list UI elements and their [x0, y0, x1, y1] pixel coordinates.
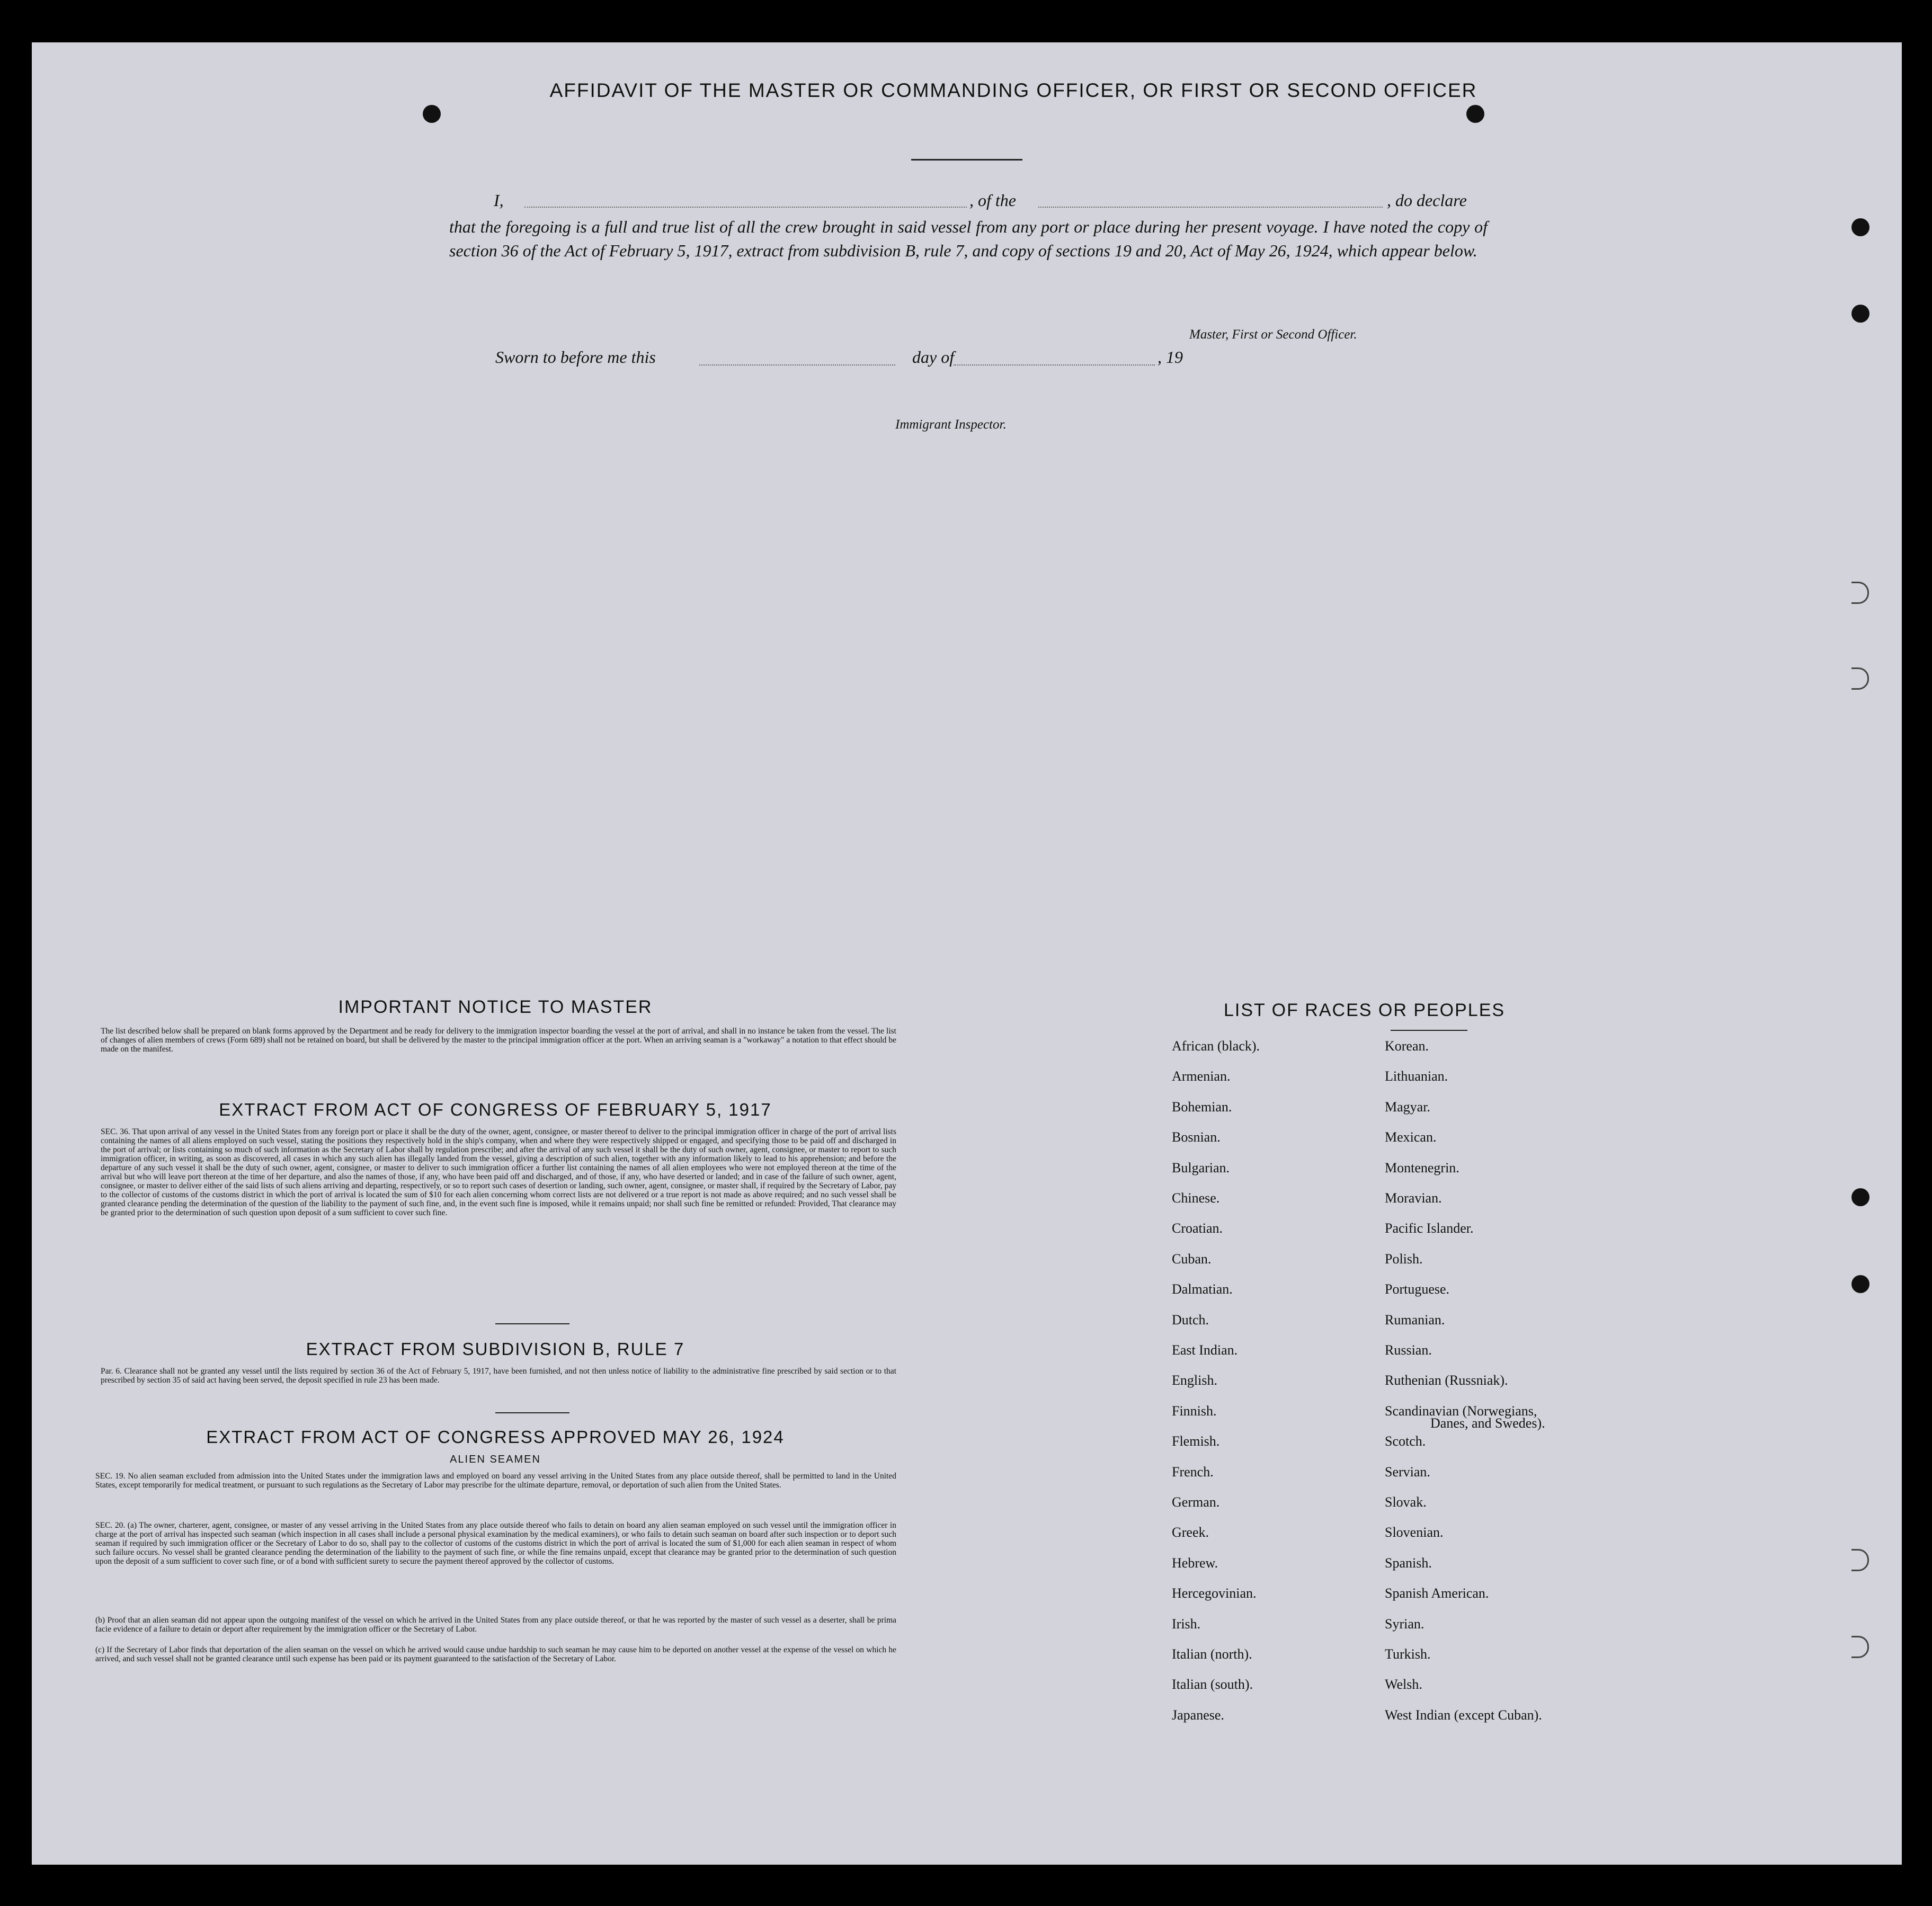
affidavit-body: that the foregoing is a full and true list of all the crew brought in said vessel from any port or place during her present voyage. I have noted the copy of section 36 of the Act of February 5, 1917, extract from subdivision B, rule 7, and copy of sections 19 and 20, Act of May 26, 1924, which appear below. [449, 217, 1488, 260]
race-item: Croatian. [1172, 1221, 1223, 1236]
officer-signature-label: Master, First or Second Officer. [1189, 327, 1357, 342]
race-item: Spanish American. [1385, 1586, 1489, 1601]
race-item: Moravian. [1385, 1190, 1442, 1206]
race-item: Pacific Islander. [1385, 1221, 1474, 1236]
race-item: Polish. [1385, 1251, 1423, 1267]
race-item: Hebrew. [1172, 1555, 1218, 1571]
race-item: Chinese. [1172, 1190, 1220, 1206]
race-item: Korean. [1385, 1038, 1429, 1054]
race-item: Servian. [1385, 1464, 1430, 1480]
races-underline [1391, 1030, 1467, 1031]
race-item: Japanese. [1172, 1707, 1224, 1723]
race-item: Slovak. [1385, 1494, 1427, 1510]
race-item: Slovenian. [1385, 1525, 1444, 1540]
race-item: Bohemian. [1172, 1099, 1232, 1115]
punch-hole [1466, 105, 1484, 123]
extract-1924-title: EXTRACT FROM ACT OF CONGRESS APPROVED MAY 26, 1924 [206, 1427, 785, 1447]
year-label: , 19 [1158, 348, 1183, 367]
vessel-line[interactable] [1038, 207, 1383, 208]
race-item: Syrian. [1385, 1616, 1424, 1632]
race-item: Welsh. [1385, 1677, 1422, 1693]
notice-text: The list described below shall be prepared on blank forms approved by the Department and be ready for delivery to the immigration inspector boarding the vessel at the port of arrival, and shall in no instance be taken from the vessel. The list of changes of alien members of crews (Form 689) shall not be retained on board, but shall be delivered by the master to the principal immigration officer at the port. When an arriving seaman is a "workaway" a notation to that effect should be made on the manifest. [101, 1027, 896, 1054]
race-item: Irish. [1172, 1616, 1201, 1632]
punch-hole [1851, 218, 1869, 236]
race-item: Italian (south). [1172, 1677, 1253, 1693]
divider [495, 1412, 569, 1413]
race-item: Dutch. [1172, 1312, 1209, 1328]
race-item: Rumanian. [1385, 1312, 1445, 1328]
race-item: Ruthenian (Russniak). [1385, 1373, 1508, 1388]
form-page [32, 42, 1902, 1865]
race-item: Dalmatian. [1172, 1281, 1233, 1297]
affidavit-title: AFFIDAVIT OF THE MASTER OR COMMANDING OFFICER, OR FIRST OR SECOND OFFICER [549, 79, 1477, 101]
rule7-title: EXTRACT FROM SUBDIVISION B, RULE 7 [306, 1339, 685, 1359]
race-item: Montenegrin. [1385, 1160, 1459, 1175]
race-item: Flemish. [1172, 1433, 1220, 1449]
punch-hole [423, 105, 441, 123]
race-item: Scotch. [1385, 1433, 1426, 1449]
month-line[interactable] [954, 364, 1155, 366]
race-item: Bulgarian. [1172, 1160, 1230, 1175]
race-item: English. [1172, 1373, 1217, 1388]
i-label: I, [494, 191, 504, 210]
punch-hole [1851, 305, 1869, 323]
race-item: Finnish. [1172, 1403, 1217, 1419]
race-item: African (black). [1172, 1038, 1260, 1054]
punch-hole [1851, 1188, 1869, 1206]
title-underline [911, 159, 1022, 161]
sworn-label: Sworn to before me this [495, 348, 656, 367]
inspector-signature-label: Immigrant Inspector. [895, 417, 1007, 432]
race-item: French. [1172, 1464, 1214, 1480]
sec20a-text: SEC. 20. (a) The owner, charterer, agent, consignee, or master of any vessel arriving in the United States from any place outside thereof who fails to detain on board any alien seaman employed on such vessel until the immigration officer in charge at the port of arrival has inspected such seaman (which inspection in all cases shall include a personal physical examination by the medical examiners), or who fails to detain such seaman on board after such inspection or to deport such seaman if required by such immigration officer or the Secretary of Labor to do so, shall pay to the collector of customs of the customs district in which the port of arrival is located the sum of $1,000 for each alien seaman in respect of whom such failure occurs. No vessel shall be granted clearance pending the determination of the liability to the payment of such fine, or while the fine remains unpaid, except that clearance may be granted prior to the determination of such question upon the deposit of a sum sufficient to cover such fine, or of a bond with sufficient surety to secure the payment thereof approved by the collector of customs. [95, 1521, 896, 1566]
race-item: Hercegovinian. [1172, 1586, 1257, 1601]
extract-1917-title: EXTRACT FROM ACT OF CONGRESS OF FEBRUARY 5, 1917 [219, 1100, 772, 1119]
name-line[interactable] [524, 207, 967, 208]
of-the-label: , of the [969, 191, 1016, 210]
race-item: Magyar. [1385, 1099, 1430, 1115]
rule7-text: Par. 6. Clearance shall not be granted any vessel until the lists required by section 36 of the Act of February 5, 1917, have been furnished, and not then unless notice of liability to the administrative fine prescribed by said section or to that prescribed by section 35 of said act having been served, the deposit specified in rule 23 has been made. [101, 1367, 896, 1385]
do-declare-label: , do declare [1387, 191, 1467, 210]
extract-1917-text: SEC. 36. That upon arrival of any vessel in the United States from any foreign port or place it shall be the duty of the owner, agent, consignee, or master thereof to deliver to the principal immigration officer in charge of the port of arrival lists containing the names of all aliens employed on such vessel, stating the positions they respectively hold in the ship's company, when and where they were respectively shipped or engaged, and specifying those to be paid off and discharged in the port of arrival; or lists containing so much of such information as the Secretary of Labor shall by regulation prescribe; and after the arrival of any such vessel it shall be the duty of such owner, agent, consignee, or master to report to such immigration officer, in writing, as soon as discovered, all cases in which any such alien has illegally landed from the vessel, giving a description of such alien, together with any information likely to lead to his apprehension; and before the departure of any such vessel it shall be the duty of such owner, agent, consignee, or master to deliver to such immigration officer a further list containing the names of all alien employees who were not employed thereon at the time of the arrival but who will leave port thereon at the time of her departure, and also the names of those, if any, who have been paid off and discharged, and of those, if any, who have deserted or landed; and in case of the failure of such owner, agent, consignee, or master to deliver either of the said lists of such aliens arriving and departing, respectively, or so to report such cases of desertion or landing, such owner, agent, consignee, or master shall, if required by the Secretary of Labor, pay to the collector of customs of the customs district in which the port of arrival is located the sum of $10 for each alien concerning whom correct lists are not delivered or a true report is not made as above required; and no such vessel shall be granted clearance pending the determination of the question of the liability to the payment of such fine, and, in the event such fine is imposed, while it remains unpaid; nor shall such fine be remitted or refunded: Provided, That clearance may be granted prior to the determination of such question upon deposit of a sum sufficient to cover such fine. [101, 1127, 896, 1217]
race-item: Danes, and Swedes). [1430, 1415, 1545, 1431]
race-item: German. [1172, 1494, 1220, 1510]
race-item: Russian. [1385, 1342, 1432, 1358]
race-item: Portuguese. [1385, 1281, 1450, 1297]
race-item: Turkish. [1385, 1646, 1431, 1662]
race-item: Bosnian. [1172, 1129, 1221, 1145]
sec20b-text: (b) Proof that an alien seaman did not appear upon the outgoing manifest of the vessel on which he arrived in the United States from any place outside thereof, or that he was reported by the master of such vessel as a deserter, shall be prima facie evidence of a failure to detain or deport after requirement by the immigration officer or the Secretary of Labor. [95, 1616, 896, 1634]
divider [495, 1323, 569, 1324]
sec19-text: SEC. 19. No alien seaman excluded from admission into the United States under the immigration laws and employed on board any vessel arriving in the United States from any place outside thereof, shall be permitted to land in the United States, except temporarily for medical treatment, or pursuant to such regulations as the Secretary of Labor may prescribe for the ultimate departure, removal, or deportation of such alien from the United States. [95, 1472, 896, 1490]
race-item: Scandinavian (Norwegians, [1385, 1403, 1537, 1419]
notice-title: IMPORTANT NOTICE TO MASTER [338, 997, 653, 1017]
sec20c-text: (c) If the Secretary of Labor finds that deportation of the alien seaman on the vessel on which he arrived would cause undue hardship to such seaman he may cause him to be deported on another vessel at the expense of the vessel on which he arrived, and such vessel shall not be granted clearance until such expense has been paid or its payment guaranteed to the satisfaction of the Secretary of Labor. [95, 1645, 896, 1663]
extract-1924-subtitle: ALIEN SEAMEN [450, 1454, 541, 1465]
race-item: Cuban. [1172, 1251, 1212, 1267]
race-item: Mexican. [1385, 1129, 1437, 1145]
race-item: East Indian. [1172, 1342, 1238, 1358]
race-item: Armenian. [1172, 1068, 1231, 1084]
day-of-label: day of [912, 348, 955, 367]
race-item: Lithuanian. [1385, 1068, 1448, 1084]
punch-hole [1851, 1275, 1869, 1293]
race-item: Italian (north). [1172, 1646, 1252, 1662]
race-item: West Indian (except Cuban). [1385, 1707, 1542, 1723]
race-item: Greek. [1172, 1525, 1209, 1540]
race-item: Spanish. [1385, 1555, 1432, 1571]
day-line[interactable] [699, 364, 895, 366]
races-title: LIST OF RACES OR PEOPLES [1224, 1000, 1506, 1020]
